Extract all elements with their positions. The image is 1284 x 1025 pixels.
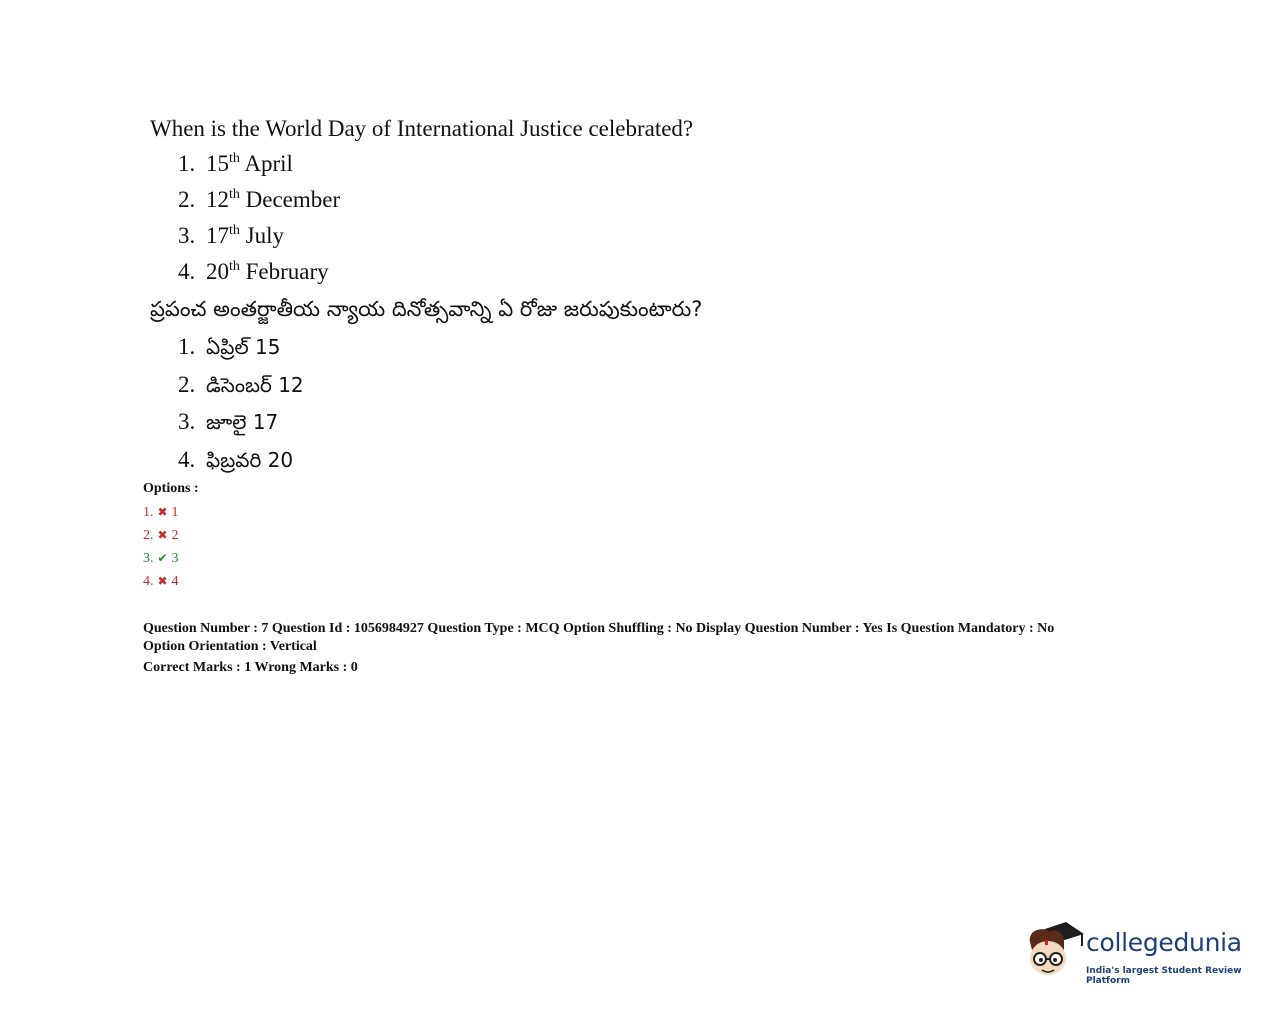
option-day: 15 (206, 151, 229, 176)
metadata-line: Question Number : 7 Question Id : 1056984927 Question Type : MCQ Option Shuffling : No Display Question Number : Yes Is Question Mandatory : No (143, 621, 1055, 636)
option-number: 4. (178, 259, 196, 284)
option-text: జూలై 17 (206, 410, 279, 434)
answer-option-row (143, 570, 199, 593)
english-option (178, 146, 702, 182)
english-option (178, 254, 702, 290)
telugu-options-list (150, 328, 702, 478)
option-text: డిసెంబర్ 12 (206, 372, 304, 397)
option-number: 3. (178, 409, 196, 434)
mascot-icon (1024, 920, 1086, 984)
option-text: ఏప్రిల్ 15 (206, 335, 281, 359)
english-options-list (150, 146, 702, 290)
answer-option-number: 2. (143, 528, 154, 543)
cross-icon: ✖ (157, 574, 168, 588)
option-number: 3. (178, 223, 196, 248)
answer-option-value: 1 (171, 505, 179, 520)
english-option (178, 218, 702, 254)
telugu-option (178, 403, 702, 441)
answer-option-number: 1. (143, 505, 154, 520)
question-english: When is the World Day of International Justice celebrated? (150, 116, 694, 141)
option-month: December (245, 187, 341, 212)
logo-tagline: India's largest Student Review Platform (1086, 966, 1242, 986)
option-month: July (245, 223, 284, 248)
answer-option-value: 4 (171, 574, 179, 589)
collegedunia-logo (1024, 920, 1254, 990)
options-title: Options : (143, 481, 199, 496)
answer-option-row (143, 501, 199, 524)
answer-option-number: 3. (143, 551, 154, 566)
question-telugu: ప్రపంచ అంతర్జాతీయ న్యాయ దినోత్సవాన్ని ఏ రోజు జరుపుకుంటారు? (150, 297, 703, 321)
telugu-option (178, 328, 702, 366)
answer-option-number: 4. (143, 574, 154, 589)
option-day: 17 (206, 223, 229, 248)
answer-option-row (143, 524, 199, 547)
option-day-suffix: th (229, 259, 240, 274)
checkmark-icon: ✔ (157, 551, 168, 565)
marks-line: Correct Marks : 1 Wrong Marks : 0 (143, 660, 358, 675)
question-metadata (143, 620, 1163, 677)
metadata-line: Option Orientation : Vertical (143, 639, 317, 654)
option-month: April (244, 151, 293, 176)
answer-option-value: 3 (171, 551, 179, 566)
option-day: 20 (206, 259, 229, 284)
cross-icon: ✖ (157, 528, 168, 542)
question-block (150, 112, 702, 478)
answer-option-value: 2 (171, 528, 179, 543)
option-number: 2. (178, 187, 196, 212)
answer-option-row-correct (143, 547, 199, 570)
option-number: 1. (178, 151, 196, 176)
logo-wordmark: collegedunia (1086, 928, 1242, 957)
option-day-suffix: th (229, 223, 240, 238)
telugu-option (178, 366, 702, 404)
option-number: 2. (178, 371, 196, 397)
telugu-option (178, 441, 702, 479)
option-number: 1. (178, 334, 196, 359)
option-number: 4. (178, 446, 196, 472)
english-option (178, 182, 702, 218)
option-text: ఫిబ్రవరి 20 (206, 447, 294, 472)
cross-icon: ✖ (157, 505, 168, 519)
answer-options (143, 478, 199, 593)
option-day: 12 (206, 187, 229, 212)
option-day-suffix: th (229, 187, 240, 202)
option-month: February (245, 259, 329, 284)
option-day-suffix: th (229, 151, 240, 166)
